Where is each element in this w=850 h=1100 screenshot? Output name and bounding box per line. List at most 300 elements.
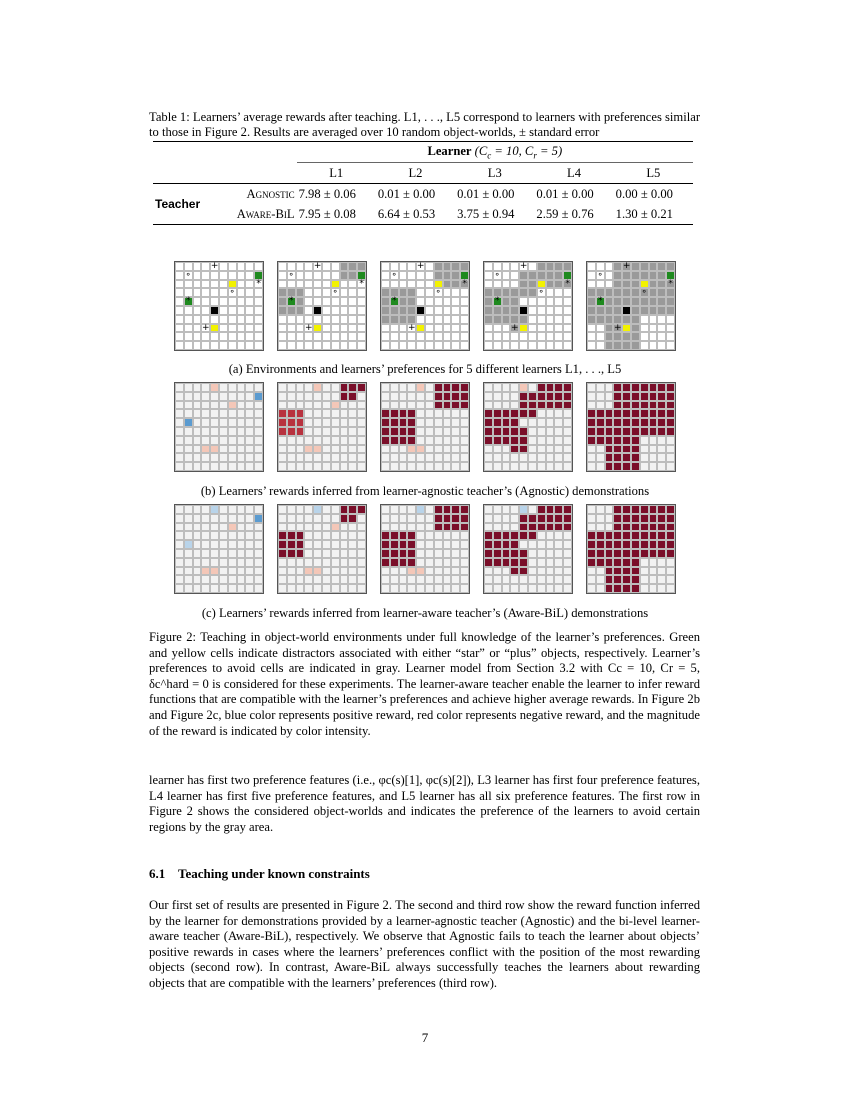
grid-cell bbox=[340, 549, 349, 558]
grid-cell bbox=[184, 523, 193, 532]
grid-cell bbox=[554, 324, 563, 333]
grid-cell bbox=[537, 549, 546, 558]
grid-cell bbox=[451, 462, 460, 471]
grid-cell bbox=[622, 505, 631, 514]
grid-cell bbox=[296, 540, 305, 549]
grid-cell bbox=[451, 540, 460, 549]
grid-cell bbox=[502, 271, 511, 280]
grid-cell bbox=[640, 567, 649, 576]
grid-cell bbox=[613, 549, 622, 558]
object-marker: ∘ bbox=[185, 269, 192, 280]
grid-cell bbox=[322, 341, 331, 350]
grid-cell bbox=[519, 505, 528, 514]
grid-cell bbox=[348, 392, 357, 401]
grid-cell bbox=[563, 401, 572, 410]
grid-cell bbox=[278, 462, 287, 471]
grid-cell bbox=[649, 409, 658, 418]
grid-cell bbox=[631, 418, 640, 427]
grid-cell bbox=[493, 315, 502, 324]
grid-cell bbox=[649, 280, 658, 289]
object-marker: ∘ bbox=[229, 287, 236, 298]
grid-cell bbox=[510, 271, 519, 280]
grid-cell bbox=[322, 462, 331, 471]
grid-cell bbox=[416, 523, 425, 532]
grid-cell bbox=[563, 505, 572, 514]
grid-cell bbox=[313, 324, 322, 333]
grid-cell bbox=[519, 332, 528, 341]
grid-cell bbox=[304, 271, 313, 280]
grid-cell bbox=[510, 575, 519, 584]
grid-cell bbox=[502, 505, 511, 514]
grid-cell bbox=[331, 436, 340, 445]
grid-cell bbox=[613, 505, 622, 514]
grid-cell bbox=[510, 584, 519, 593]
gridworld-panel bbox=[278, 383, 366, 471]
grid-cell bbox=[493, 514, 502, 523]
grid-cell bbox=[596, 409, 605, 418]
object-marker: * bbox=[256, 278, 261, 289]
grid-cell bbox=[193, 584, 202, 593]
grid-cell bbox=[201, 392, 210, 401]
grid-cell bbox=[484, 540, 493, 549]
grid-cell bbox=[631, 341, 640, 350]
grid-cell bbox=[666, 567, 675, 576]
grid-cell bbox=[193, 418, 202, 427]
grid-cell bbox=[519, 401, 528, 410]
grid-cell bbox=[605, 271, 614, 280]
grid-cell bbox=[175, 324, 184, 333]
grid-cell bbox=[546, 567, 555, 576]
grid-cell bbox=[348, 383, 357, 392]
grid-cell bbox=[554, 436, 563, 445]
grid-cell bbox=[587, 505, 596, 514]
grid-cell bbox=[245, 558, 254, 567]
grid-cell bbox=[193, 531, 202, 540]
grid-cell bbox=[184, 445, 193, 454]
grid-cell bbox=[605, 523, 614, 532]
grid-cell bbox=[381, 558, 390, 567]
grid-cell bbox=[519, 558, 528, 567]
grid-cell bbox=[563, 531, 572, 540]
grid-cell bbox=[425, 392, 434, 401]
grid-cell bbox=[416, 584, 425, 593]
grid-cell bbox=[390, 409, 399, 418]
grid-cell bbox=[390, 462, 399, 471]
table-cell: 0.01 ± 0.00 bbox=[457, 186, 515, 201]
grid-cell bbox=[313, 445, 322, 454]
grid-cell bbox=[313, 505, 322, 514]
grid-cell bbox=[657, 453, 666, 462]
grid-cell bbox=[451, 306, 460, 315]
grid-cell bbox=[175, 462, 184, 471]
grid-cell bbox=[296, 505, 305, 514]
grid-cell bbox=[546, 341, 555, 350]
grid-cell bbox=[348, 332, 357, 341]
grid-cell bbox=[493, 540, 502, 549]
grid-cell bbox=[228, 392, 237, 401]
grid-cell bbox=[425, 540, 434, 549]
grid-cell bbox=[322, 262, 331, 271]
grid-cell bbox=[254, 409, 263, 418]
grid-cell bbox=[425, 315, 434, 324]
grid-cell bbox=[175, 392, 184, 401]
grid-cell bbox=[587, 271, 596, 280]
grid-cell bbox=[416, 271, 425, 280]
grid-cell bbox=[528, 436, 537, 445]
grid-cell bbox=[331, 584, 340, 593]
grid-cell bbox=[546, 558, 555, 567]
grid-cell bbox=[519, 523, 528, 532]
grid-cell bbox=[443, 418, 452, 427]
grid-cell bbox=[649, 567, 658, 576]
grid-cell bbox=[563, 436, 572, 445]
grid-cell bbox=[287, 383, 296, 392]
grid-cell bbox=[622, 436, 631, 445]
grid-cell bbox=[193, 445, 202, 454]
table-cell: 6.64 ± 0.53 bbox=[377, 206, 436, 221]
grid-cell bbox=[287, 567, 296, 576]
grid-cell bbox=[613, 523, 622, 532]
grid-cell bbox=[631, 523, 640, 532]
grid-cell bbox=[399, 409, 408, 418]
grid-cell bbox=[210, 409, 219, 418]
grid-cell bbox=[519, 531, 528, 540]
grid-cell bbox=[348, 288, 357, 297]
grid-cell bbox=[528, 549, 537, 558]
grid-cell bbox=[416, 288, 425, 297]
grid-cell bbox=[381, 392, 390, 401]
grid-cell bbox=[657, 280, 666, 289]
grid-cell bbox=[193, 324, 202, 333]
grid-cell bbox=[451, 453, 460, 462]
grid-cell bbox=[278, 523, 287, 532]
grid-cell bbox=[493, 575, 502, 584]
grid-cell bbox=[304, 332, 313, 341]
grid-cell bbox=[245, 401, 254, 410]
grid-cell bbox=[443, 401, 452, 410]
grid-cell bbox=[287, 514, 296, 523]
col-header: L2 bbox=[408, 165, 423, 180]
grid-cell bbox=[554, 567, 563, 576]
grid-cell bbox=[201, 341, 210, 350]
gridworld-panel bbox=[484, 505, 572, 593]
grid-cell bbox=[546, 427, 555, 436]
grid-cell bbox=[245, 462, 254, 471]
grid-cell bbox=[528, 575, 537, 584]
grid-cell bbox=[502, 324, 511, 333]
grid-cell bbox=[596, 324, 605, 333]
grid-cell bbox=[493, 523, 502, 532]
grid-cell bbox=[278, 383, 287, 392]
grid-cell bbox=[434, 453, 443, 462]
grid-cell bbox=[287, 584, 296, 593]
grid-cell bbox=[587, 409, 596, 418]
grid-cell bbox=[537, 505, 546, 514]
grid-cell bbox=[657, 332, 666, 341]
object-marker: + bbox=[622, 261, 631, 271]
grid-cell bbox=[228, 324, 237, 333]
grid-cell bbox=[587, 531, 596, 540]
grid-cell bbox=[340, 514, 349, 523]
grid-cell bbox=[357, 427, 366, 436]
grid-cell bbox=[666, 436, 675, 445]
grid-cell bbox=[322, 584, 331, 593]
grid-cell bbox=[587, 575, 596, 584]
grid-cell bbox=[340, 392, 349, 401]
grid-cell bbox=[443, 540, 452, 549]
grid-cell bbox=[622, 427, 631, 436]
grid-cell bbox=[184, 392, 193, 401]
grid-cell bbox=[304, 306, 313, 315]
grid-cell bbox=[631, 288, 640, 297]
grid-cell bbox=[390, 324, 399, 333]
grid-cell bbox=[219, 271, 228, 280]
object-marker: ∘ bbox=[597, 269, 604, 280]
grid-cell bbox=[605, 453, 614, 462]
grid-cell bbox=[313, 401, 322, 410]
grid-cell bbox=[381, 523, 390, 532]
grid-cell bbox=[210, 427, 219, 436]
grid-cell bbox=[254, 567, 263, 576]
gridworld-panel bbox=[587, 383, 675, 471]
grid-cell bbox=[357, 409, 366, 418]
grid-cell bbox=[493, 409, 502, 418]
grid-cell bbox=[390, 567, 399, 576]
grid-cell bbox=[443, 436, 452, 445]
grid-cell bbox=[666, 288, 675, 297]
grid-cell bbox=[390, 445, 399, 454]
grid-cell bbox=[425, 531, 434, 540]
grid-cell bbox=[502, 315, 511, 324]
grid-cell bbox=[219, 383, 228, 392]
page-number: 7 bbox=[421, 1030, 429, 1045]
object-marker: * bbox=[565, 278, 570, 289]
grid-cell bbox=[331, 575, 340, 584]
grid-cell bbox=[640, 271, 649, 280]
grid-cell bbox=[278, 280, 287, 289]
grid-cell bbox=[666, 324, 675, 333]
grid-cell bbox=[399, 332, 408, 341]
grid-cell bbox=[587, 427, 596, 436]
grid-cell bbox=[287, 306, 296, 315]
grid-cell bbox=[201, 575, 210, 584]
grid-cell bbox=[563, 341, 572, 350]
grid-cell bbox=[563, 575, 572, 584]
grid-cell bbox=[304, 409, 313, 418]
grid-cell bbox=[340, 584, 349, 593]
grid-cell bbox=[640, 558, 649, 567]
grid-cell bbox=[340, 306, 349, 315]
grid-cell bbox=[546, 549, 555, 558]
grid-cell bbox=[493, 445, 502, 454]
grid-cell bbox=[210, 324, 219, 333]
grid-cell bbox=[245, 341, 254, 350]
grid-cell bbox=[484, 341, 493, 350]
grid-cell bbox=[563, 306, 572, 315]
grid-cell bbox=[657, 514, 666, 523]
grid-cell bbox=[331, 324, 340, 333]
grid-cell bbox=[605, 584, 614, 593]
grid-cell bbox=[657, 558, 666, 567]
grid-cell bbox=[554, 462, 563, 471]
grid-cell bbox=[528, 514, 537, 523]
grid-cell bbox=[287, 549, 296, 558]
table-cell: 1.30 ± 0.21 bbox=[615, 206, 673, 221]
grid-cell bbox=[357, 514, 366, 523]
grid-cell bbox=[416, 540, 425, 549]
grid-cell bbox=[519, 427, 528, 436]
grid-cell bbox=[278, 531, 287, 540]
grid-cell bbox=[304, 392, 313, 401]
grid-cell bbox=[546, 306, 555, 315]
grid-cell bbox=[484, 315, 493, 324]
grid-cell bbox=[613, 383, 622, 392]
grid-cell bbox=[613, 445, 622, 454]
object-marker: ∘ bbox=[332, 287, 339, 298]
grid-cell bbox=[537, 462, 546, 471]
grid-cell bbox=[399, 288, 408, 297]
grid-cell bbox=[519, 315, 528, 324]
grid-cell bbox=[348, 297, 357, 306]
table-cell: 3.75 ± 0.94 bbox=[457, 206, 515, 221]
grid-cell bbox=[254, 531, 263, 540]
grid-cell bbox=[348, 505, 357, 514]
grid-cell bbox=[554, 306, 563, 315]
grid-cell bbox=[502, 297, 511, 306]
grid-cell bbox=[443, 383, 452, 392]
grid-cell bbox=[201, 418, 210, 427]
grid-cell bbox=[399, 271, 408, 280]
grid-cell bbox=[631, 324, 640, 333]
grid-cell bbox=[357, 567, 366, 576]
grid-cell bbox=[622, 567, 631, 576]
figure-caption: Figure 2: Teaching in object-world environments under full knowledge of the learner’s preferences. Green and yellow cells indicate distractors associated with either “star” or “plus” objects, respectively. Learner’s preferences to avoid cells are indicated in gray. Learner model from Section 3.2 with Cc = 10, Cr = 5, δc^hard = 0 is considered for these experiments. The learner-aware teacher enable the learner to infer reward functions that are compatible with the learner’s preferences and achieve higher average rewards. In Figure 2b and Figure 2c, blue color represents positive reward, red color represents negative reward, and the magnitude of the reward is indicated by color intensity. bbox=[149, 630, 700, 738]
grid-cell bbox=[528, 392, 537, 401]
grid-cell bbox=[237, 540, 246, 549]
grid-cell bbox=[381, 575, 390, 584]
grid-cell bbox=[587, 262, 596, 271]
grid-cell bbox=[657, 409, 666, 418]
grid-cell bbox=[493, 401, 502, 410]
grid-cell bbox=[596, 445, 605, 454]
grid-cell bbox=[278, 306, 287, 315]
grid-cell bbox=[313, 523, 322, 532]
grid-cell bbox=[434, 575, 443, 584]
grid-cell bbox=[613, 418, 622, 427]
grid-cell bbox=[666, 341, 675, 350]
grid-cell bbox=[322, 567, 331, 576]
grid-cell bbox=[331, 523, 340, 532]
grid-cell bbox=[399, 445, 408, 454]
grid-cell bbox=[254, 288, 263, 297]
grid-cell bbox=[278, 297, 287, 306]
grid-cell bbox=[554, 514, 563, 523]
grid-cell bbox=[528, 531, 537, 540]
grid-cell bbox=[443, 523, 452, 532]
grid-cell bbox=[443, 271, 452, 280]
grid-cell bbox=[340, 462, 349, 471]
grid-cell bbox=[622, 575, 631, 584]
grid-cell bbox=[613, 409, 622, 418]
grid-cell bbox=[322, 271, 331, 280]
grid-cell bbox=[175, 523, 184, 532]
grid-cell bbox=[443, 341, 452, 350]
grid-cell bbox=[357, 436, 366, 445]
grid-cell bbox=[537, 453, 546, 462]
table-cell: 0.01 ± 0.00 bbox=[536, 186, 594, 201]
grid-cell bbox=[193, 462, 202, 471]
grid-cell bbox=[254, 575, 263, 584]
gridworld-panel bbox=[278, 262, 366, 350]
grid-cell bbox=[510, 262, 519, 271]
grid-cell bbox=[528, 505, 537, 514]
grid-cell bbox=[451, 409, 460, 418]
grid-cell bbox=[563, 315, 572, 324]
grid-cell bbox=[357, 324, 366, 333]
grid-cell bbox=[219, 540, 228, 549]
grid-cell bbox=[640, 523, 649, 532]
grid-cell bbox=[460, 315, 469, 324]
grid-cell bbox=[348, 306, 357, 315]
grid-cell bbox=[357, 462, 366, 471]
grid-cell bbox=[407, 540, 416, 549]
grid-cell bbox=[228, 523, 237, 532]
grid-cell bbox=[296, 558, 305, 567]
grid-cell bbox=[502, 262, 511, 271]
grid-cell bbox=[519, 549, 528, 558]
grid-cell bbox=[254, 392, 263, 401]
grid-cell bbox=[443, 280, 452, 289]
grid-cell bbox=[340, 418, 349, 427]
grid-cell bbox=[451, 514, 460, 523]
grid-cell bbox=[528, 401, 537, 410]
grid-cell bbox=[193, 280, 202, 289]
grid-cell bbox=[313, 462, 322, 471]
grid-cell bbox=[519, 383, 528, 392]
grid-cell bbox=[254, 523, 263, 532]
grid-cell bbox=[278, 341, 287, 350]
grid-cell bbox=[649, 392, 658, 401]
grid-cell bbox=[313, 584, 322, 593]
grid-cell bbox=[546, 383, 555, 392]
grid-cell bbox=[348, 514, 357, 523]
grid-cell bbox=[296, 584, 305, 593]
grid-cell bbox=[587, 523, 596, 532]
grid-cell bbox=[537, 523, 546, 532]
grid-cell bbox=[546, 392, 555, 401]
grid-cell bbox=[237, 383, 246, 392]
grid-cell bbox=[484, 445, 493, 454]
grid-cell bbox=[484, 531, 493, 540]
grid-cell bbox=[640, 445, 649, 454]
grid-cell bbox=[296, 567, 305, 576]
grid-cell bbox=[287, 392, 296, 401]
grid-cell bbox=[657, 549, 666, 558]
grid-cell bbox=[425, 505, 434, 514]
grid-cell bbox=[649, 315, 658, 324]
grid-cell bbox=[640, 315, 649, 324]
grid-cell bbox=[587, 324, 596, 333]
grid-cell bbox=[502, 558, 511, 567]
grid-cell bbox=[631, 427, 640, 436]
grid-cell bbox=[554, 453, 563, 462]
grid-cell bbox=[484, 514, 493, 523]
grid-cell bbox=[228, 401, 237, 410]
grid-cell bbox=[175, 306, 184, 315]
grid-cell bbox=[502, 531, 511, 540]
grid-cell bbox=[484, 409, 493, 418]
grid-cell bbox=[237, 262, 246, 271]
